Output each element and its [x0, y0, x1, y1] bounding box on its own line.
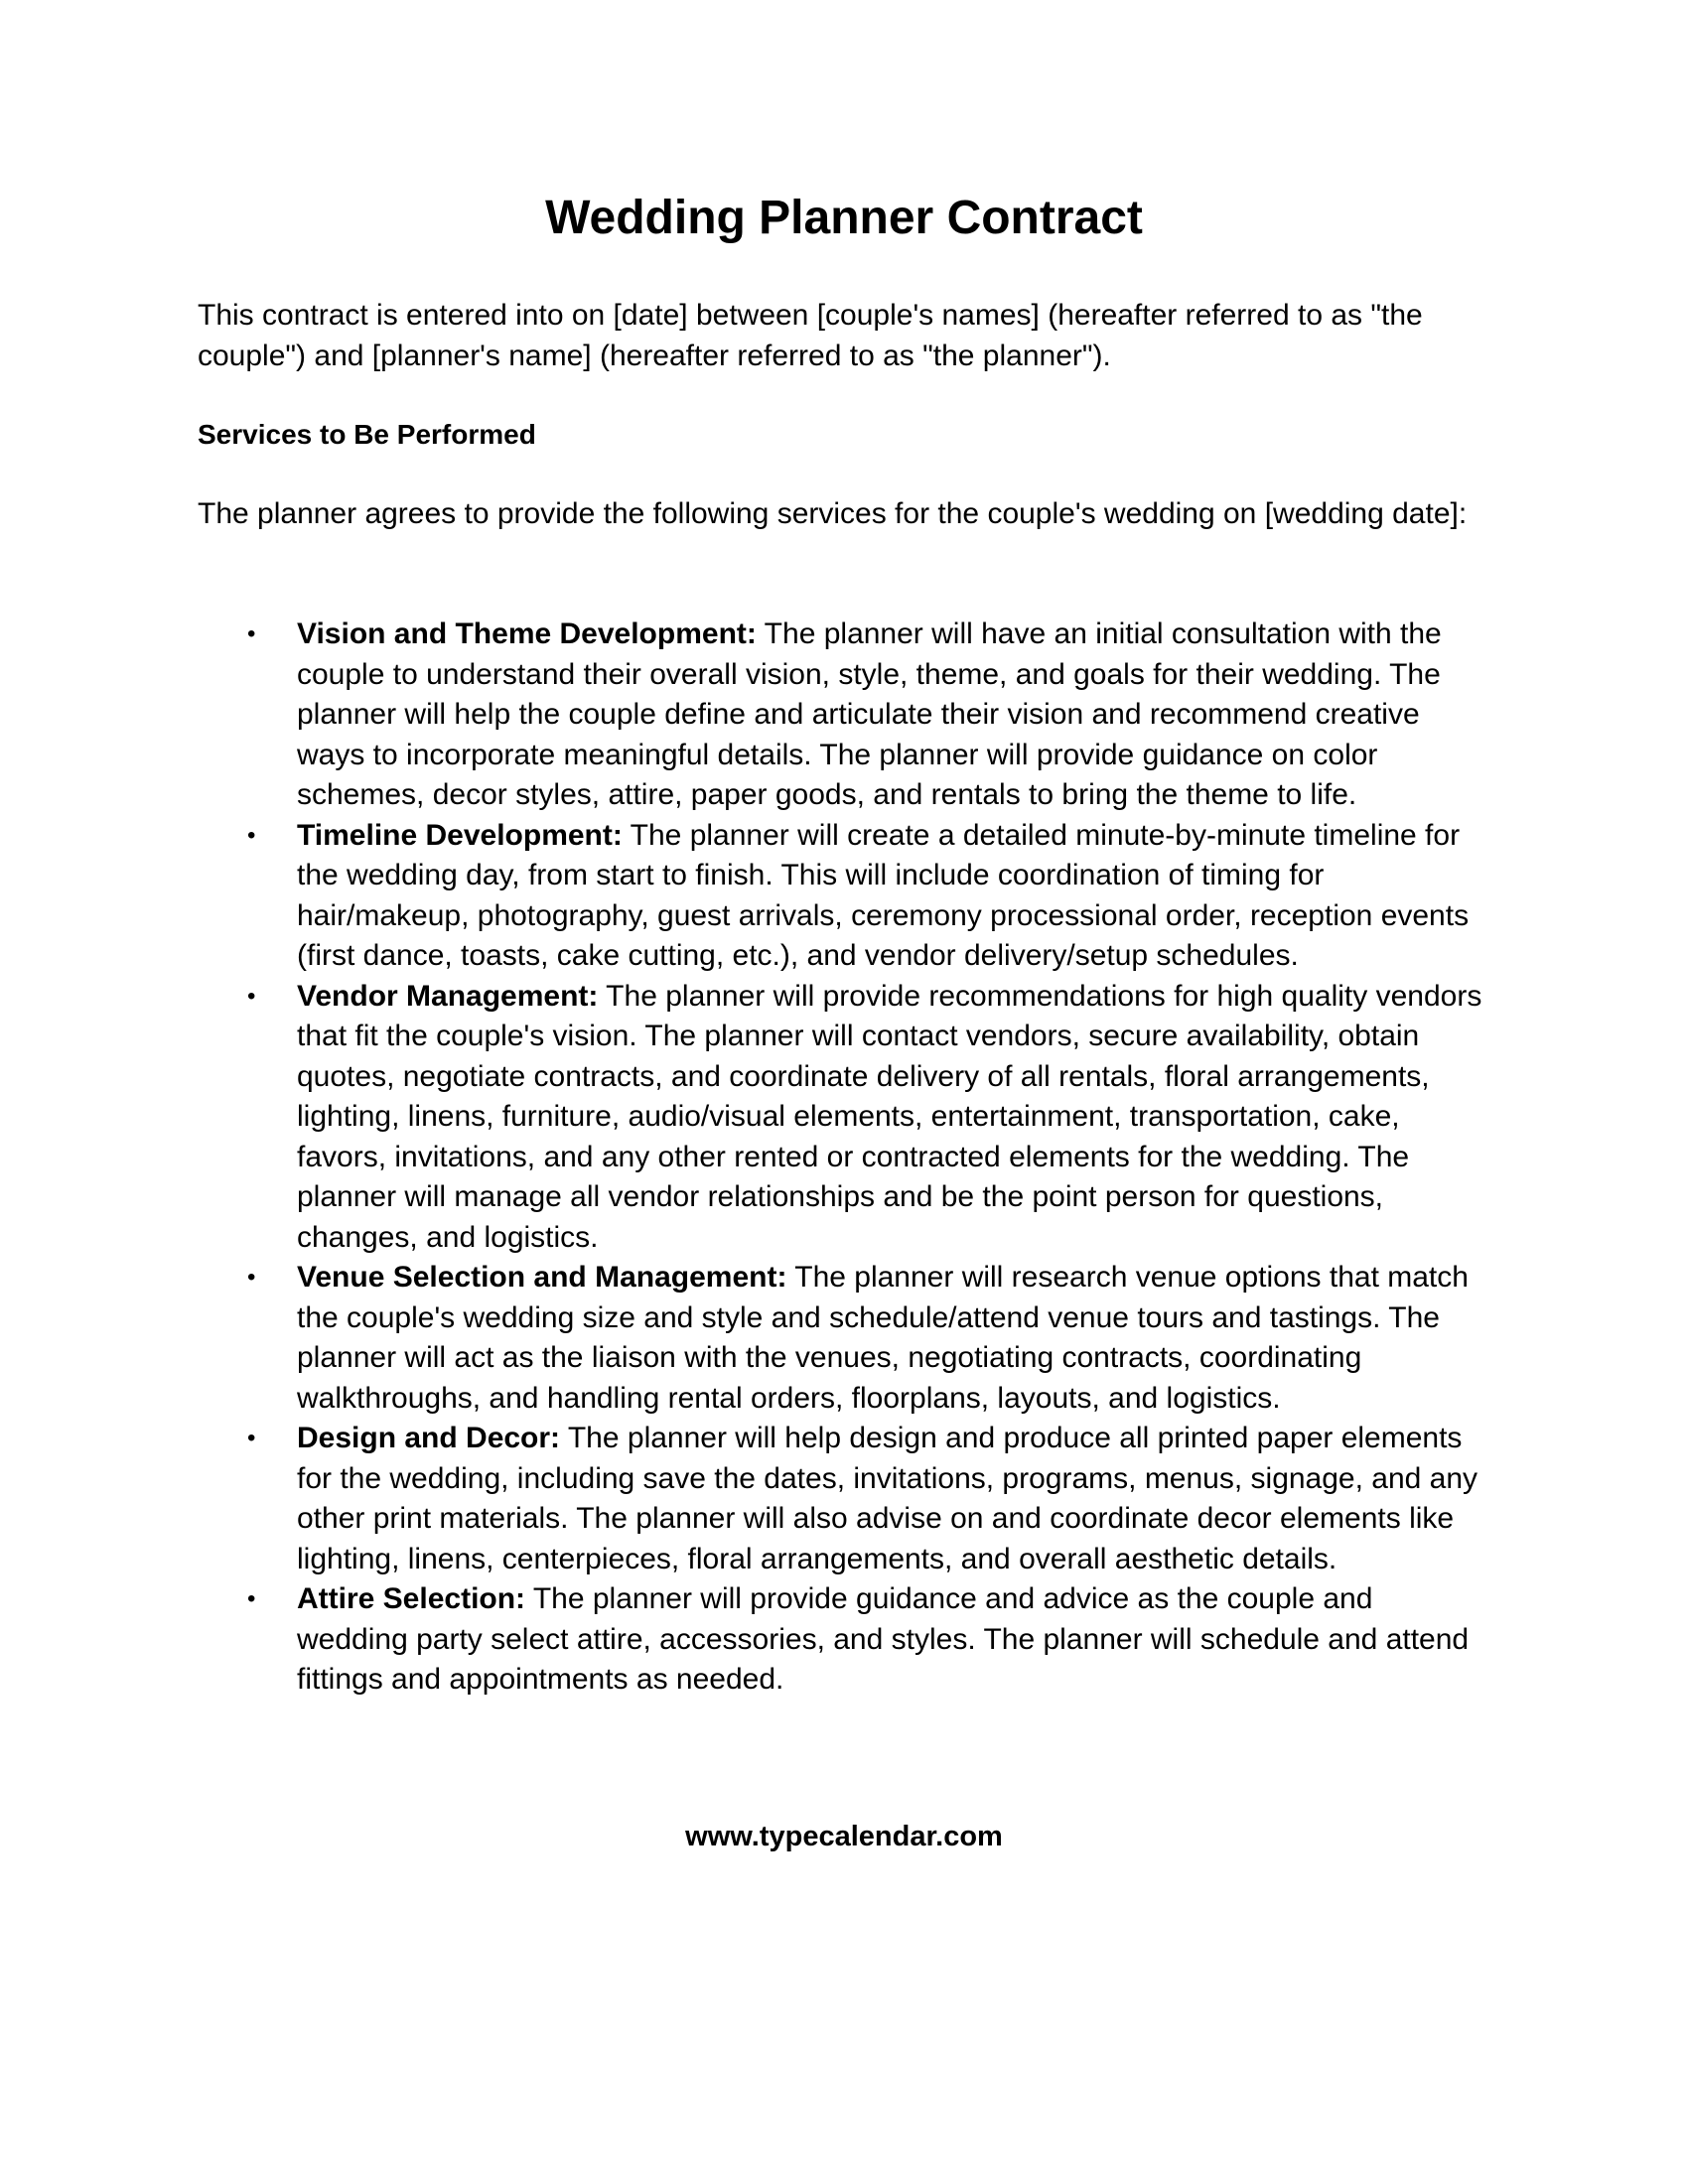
service-name: Venue Selection and Management: — [297, 1261, 787, 1294]
section-heading: Services to Be Performed — [198, 419, 536, 450]
service-name: Attire Selection: — [297, 1582, 526, 1615]
service-name: Timeline Development: — [297, 818, 623, 852]
bullet-icon: • — [247, 821, 256, 849]
footer-website: www.typecalendar.com — [685, 1821, 1003, 1852]
bullet-icon: • — [247, 620, 256, 647]
document-title: Wedding Planner Contract — [545, 192, 1143, 244]
list-item — [198, 614, 1488, 816]
list-item — [198, 1258, 1488, 1419]
services-list — [198, 614, 1488, 1701]
service-description: The planner will have an initial consultation with the couple to understand their overall vision, style, theme, and goals for their wedding. The planner will help the couple define and articulate their vision and recommend creative ways to incorporate meaningful details. The planner will provide guidance on color schemes, decor styles, attire, paper goods, and rentals to bring the theme to life. — [297, 617, 1442, 811]
bullet-icon: • — [247, 1585, 256, 1612]
service-name: Vision and Theme Development: — [297, 617, 757, 650]
services-lead-paragraph: The planner agrees to provide the following services for the couple's wedding on [wedding date]: — [198, 497, 1468, 530]
service-name: Vendor Management: — [297, 979, 599, 1013]
list-item — [198, 1579, 1488, 1701]
service-description: The planner will provide recommendations for high quality vendors that fit the couple's vision. The planner will contact vendors, secure availability, obtain quotes, negotiate contracts, and coordinate delivery of all rentals, floral arrangements, lighting, linens, furniture, audio/visual elements, entertainment, transportation, cake, favors, invitations, and any other rented or contracted elements for the wedding. The planner will manage all vendor relationships and be the point person for questions, changes, and logistics. — [297, 979, 1482, 1254]
service-description: The planner will help design and produce all printed paper elements for the wedding, including save the dates, invitations, programs, menus, signage, and any other print materials. The planner will also advise on and coordinate decor elements like lighting, linens, centerpieces, floral arrangements, and overall aesthetic details. — [297, 1422, 1478, 1575]
intro-paragraph: This contract is entered into on [date] between [couple's names] (hereafter referred to as "the couple") and [planner's name] (hereafter referred to as "the planner"). — [198, 299, 1423, 372]
service-description: The planner will research venue options that match the couple's wedding size and style and schedule/attend venue tours and tastings. The planner will act as the liaison with the venues, negotiating contracts, coordinating walkthroughs, and handling rental orders, floorplans, layouts, and logistics. — [297, 1261, 1469, 1415]
service-name: Design and Decor: — [297, 1422, 561, 1454]
service-description: The planner will create a detailed minute-by-minute timeline for the wedding day, from start to finish. This will include coordination of timing for hair/makeup, photography, guest arrivals, ceremony processional order, reception events (first dance, toasts, cake cutting, etc.), and vendor delivery/setup schedules. — [297, 818, 1470, 972]
bullet-icon: • — [247, 1425, 256, 1451]
list-item — [198, 816, 1488, 977]
list-item — [198, 977, 1488, 1259]
service-description: The planner will provide guidance and advice as the couple and wedding party select attire, accessories, and styles. The planner will schedule and attend fittings and appointments as needed. — [297, 1582, 1470, 1696]
list-item — [198, 1419, 1488, 1579]
bullet-icon: • — [247, 982, 256, 1010]
bullet-icon: • — [247, 1264, 256, 1291]
